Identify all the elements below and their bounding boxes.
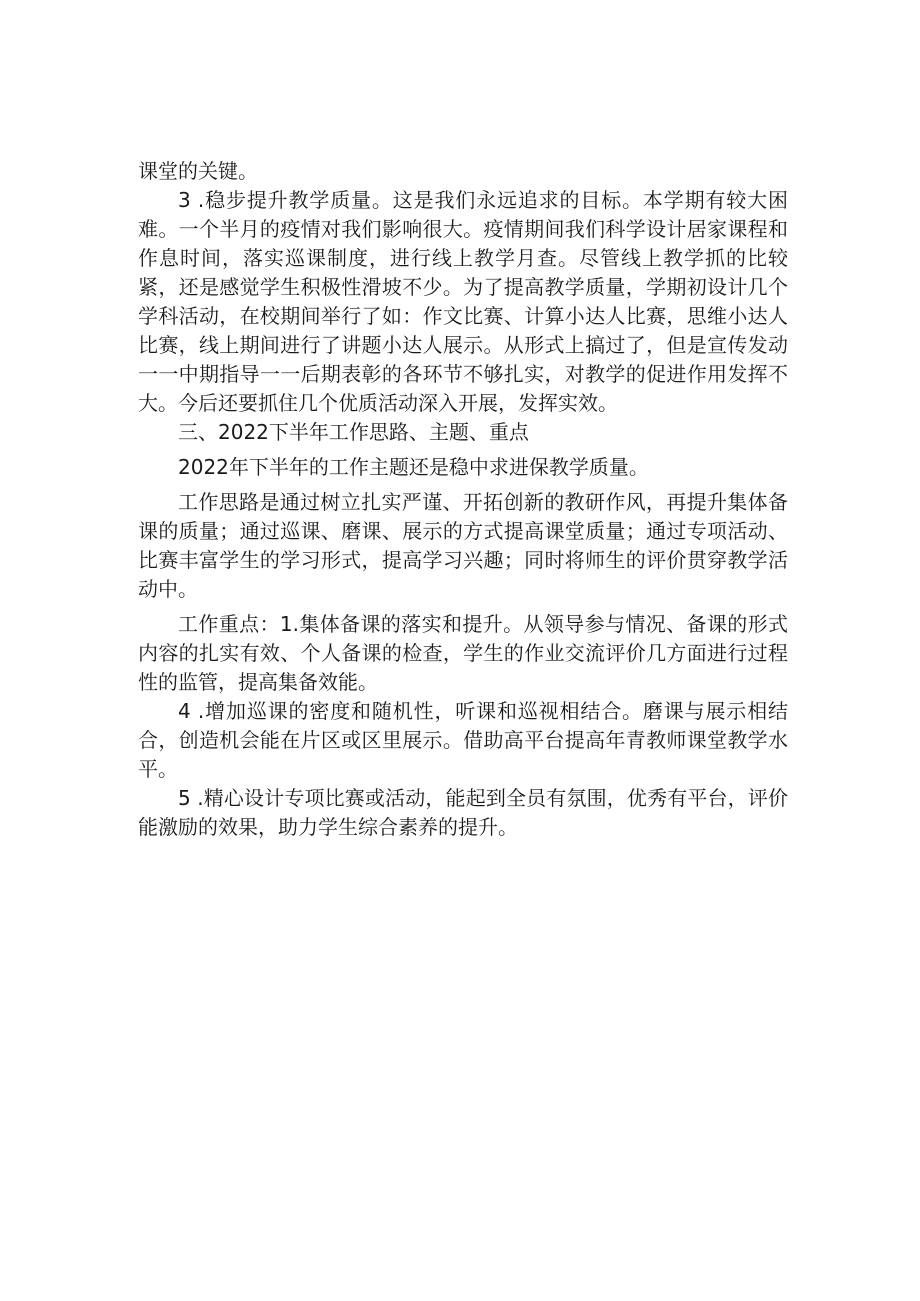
paragraph-work-approach: 工作思路是通过树立扎实严谨、开拓创新的教研作风，再提升集体备课的质量；通过巡课、磨课、展示的方式提高课堂质量；通过专项活动、比赛丰富学生的学习形式，提高学习兴趣；同时将师生的评价贯穿教学活动中。 bbox=[138, 490, 788, 601]
section-heading-work-plan: 三、2022下半年工作思路、主题、重点 bbox=[178, 420, 529, 444]
document-page bbox=[138, 157, 788, 842]
paragraph-work-focus-4: 4 .增加巡课的密度和随机性，听课和巡视相结合。磨课与展示相结合，创造机会能在片区或区里展示。借助高平台提高年青教师课堂教学水平。 bbox=[138, 699, 788, 781]
paragraph-work-focus-5: 5 .精心设计专项比赛或活动，能起到全员有氛围，优秀有平台，评价能激励的效果，助力学生综合素养的提升。 bbox=[138, 786, 788, 839]
paragraph-teaching-quality: 3 .稳步提升教学质量。这是我们永远追求的目标。本学期有较大困难。一个半月的疫情对我们影响很大。疫情期间我们科学设计居家课程和作息时间，落实巡课制度，进行线上教学月查。尽管线上教学抓的比较紧，还是感觉学生积极性滑坡不少。为了提高教学质量，学期初设计几个学科活动，在校期间举行了如：作文比赛、计算小达人比赛，思维小达人比赛，线上期间进行了讲题小达人展示。从形式上搞过了，但是宣传发动一一中期指导一一后期表彰的各环节不够扎实，对教学的促进作用发挥不大。今后还要抓住几个优质活动深入开展，发挥实效。 bbox=[138, 188, 788, 415]
paragraph-work-theme: 2022年下半年的工作主题还是稳中求进保教学质量。 bbox=[178, 455, 649, 479]
paragraph-work-focus-1: 工作重点：1.集体备课的落实和提升。从领导参与情况、备课的形式内容的扎实有效、个人备课的检查，学生的作业交流评价几方面进行过程性的监管，提高集备效能。 bbox=[138, 612, 788, 694]
paragraph-continuation: 课堂的关键。 bbox=[138, 159, 258, 183]
